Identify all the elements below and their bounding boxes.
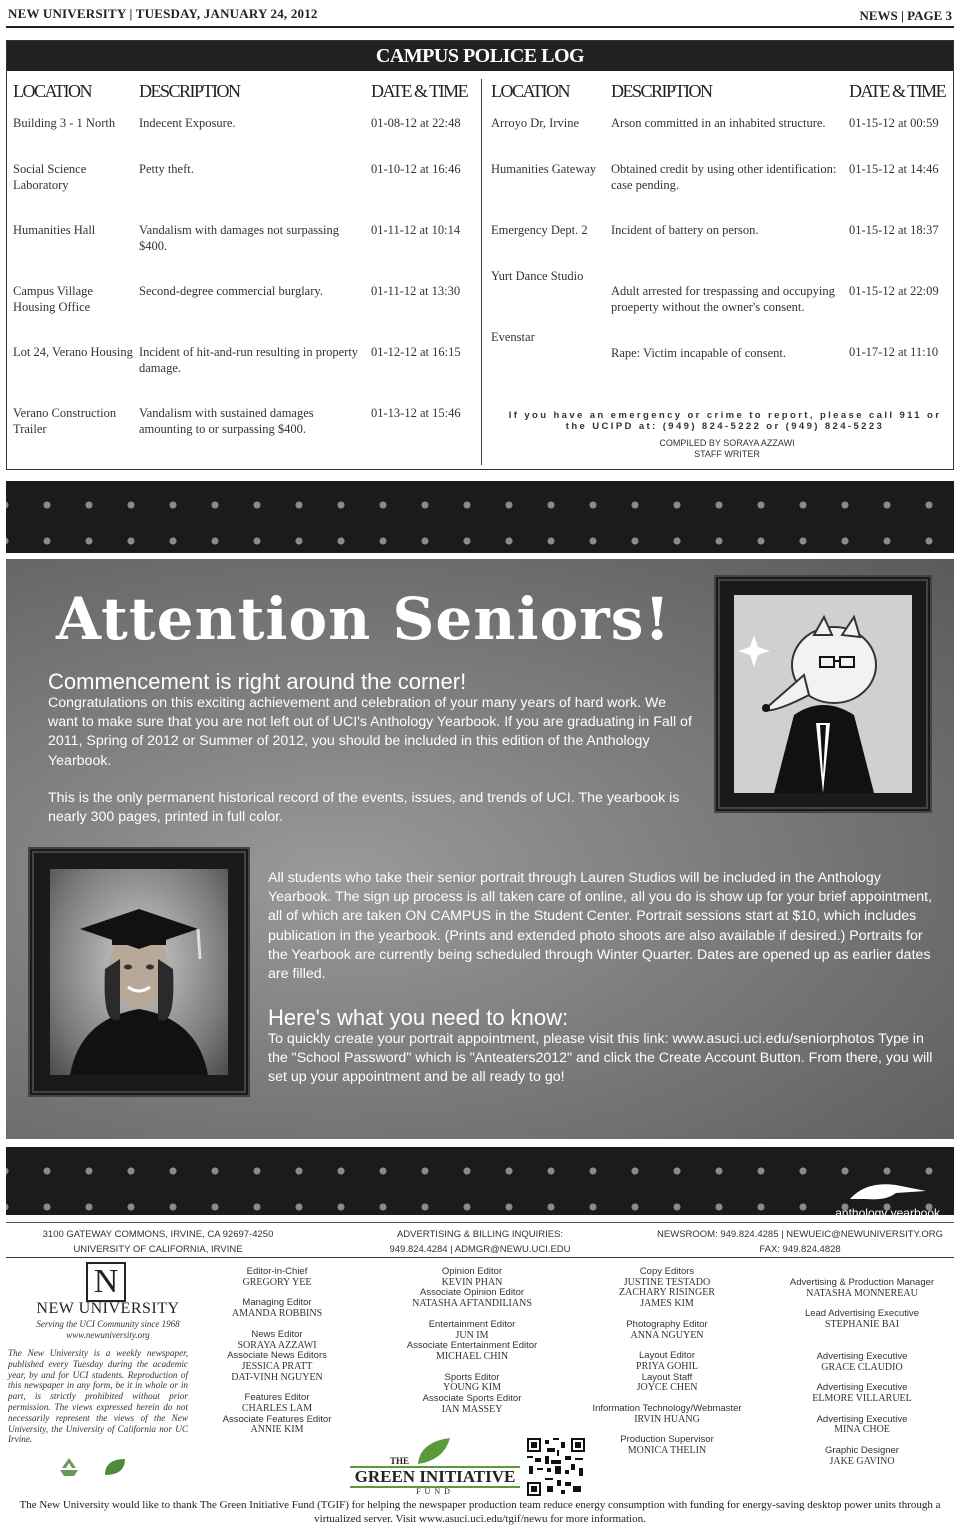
senior-yearbook-ad — [6, 559, 954, 1139]
address-block — [20, 1227, 296, 1257]
log-location: Humanities Hall — [13, 223, 96, 237]
log-location: Emergency Dept. 2 — [491, 223, 588, 237]
log-location: Evenstar — [491, 330, 535, 344]
staff-role: Advertising & Production Manager — [789, 1277, 935, 1288]
log-datetime: 01-15-12 at 14:46 — [849, 162, 939, 176]
log-description: Indecent Exposure. — [139, 116, 236, 130]
col-head-location-left: LOCATION — [13, 81, 91, 101]
staff-role: Layout Editor — [639, 1350, 695, 1362]
staff-name: PRIYA GOHIL — [636, 1360, 698, 1372]
address-line: 3100 GATEWAY COMMONS, IRVINE, CA 92697-4250 — [42, 1229, 274, 1240]
staff-name: DAT-VINH NGUYEN — [231, 1371, 323, 1383]
staff-role: Copy Editors — [639, 1266, 695, 1277]
advertising-contact-line: 949.824.4284 | ADMGR@NEWU.UCI.EDU — [389, 1244, 571, 1255]
website: www.newuniversity.org — [66, 1330, 150, 1340]
col-head-description-right: DESCRIPTION — [611, 81, 712, 101]
publication-notice: The New University is a weekly newspaper, published every Tuesday during the academic year, by and for UCI students. Reproduction of this newspaper in any form, be it in whole or in part, is strictly prohibited without prior permission. The views expressed herein do not necessarily represent the views of the New University, the University of California nor UC Irvine. — [8, 1348, 188, 1445]
ad-heading-need-to-know: Here's what you need to know: — [268, 1005, 569, 1030]
log-description: Vandalism with damages not surpassing $400. — [139, 223, 339, 253]
staff-name: STEPHANIE BAI — [824, 1319, 900, 1331]
log-description: Vandalism with sustained damages amounting to or surpassing $400. — [139, 406, 314, 436]
log-location: Social Science Laboratory — [13, 162, 87, 192]
decorative-dot-banner — [6, 481, 954, 553]
ad-paragraph: Congratulations on this exciting achievement and celebration of your many years of hard work. We want to make sure that you are not left out of UCI's Anthology Yearbook. If you are graduating in Fall of 2011, Spring of 2012 or Summer of 2012, you should be included in this edition of the Anthology Yearbook. — [48, 695, 692, 769]
log-description: Arson committed in an inhabited structure. — [611, 116, 826, 130]
byline-staff: STAFF WRITER — [694, 449, 760, 459]
staff-name: MONICA THELIN — [627, 1445, 707, 1457]
masthead-dateline: NEW UNIVERSITY | TUESDAY, JANUARY 24, 2012 — [8, 6, 318, 21]
log-description: Second-degree commercial burglary. — [139, 284, 323, 298]
tagline-text: Serving the UCI Community since 1968 — [36, 1319, 180, 1329]
staff-name: IRVIN HUANG — [634, 1413, 700, 1425]
log-datetime: 01-10-12 at 16:46 — [371, 162, 461, 176]
log-datetime: 01-11-12 at 10:14 — [371, 223, 461, 237]
green-the: THE — [390, 1456, 410, 1466]
col-head-location-right: LOCATION — [491, 81, 569, 101]
staff-name: ANNA NGUYEN — [630, 1329, 704, 1341]
log-description: Obtained credit by using other identification: case pending. — [611, 162, 837, 192]
staff-name: JUN IM — [455, 1329, 489, 1341]
newspaper-tagline — [8, 1319, 208, 1341]
log-datetime: 01-11-12 at 13:30 — [371, 284, 461, 298]
green-fund: FUND — [416, 1487, 454, 1496]
ad-heading-commencement: Commencement is right around the corner! — [48, 669, 467, 694]
staff-column-4 — [778, 1278, 946, 1467]
advertising-label: ADVERTISING & BILLING INQUIRIES: — [396, 1229, 564, 1240]
col-head-datetime-left: DATE & TIME — [371, 81, 468, 101]
log-description: Petty theft. — [139, 162, 194, 176]
tgif-thanks-note: The New University would like to thank The Green Initiative Fund (TGIF) for helping the newspaper production team reduce energy consumption with funding for energy-saving desktop power units through a virtualized server. Visit www.asuci.uci.edu/tgif/newu for more information. — [19, 1499, 941, 1525]
police-log — [6, 40, 954, 470]
staff-role: Features Editor — [244, 1392, 310, 1404]
staff-role: Managing Editor — [242, 1297, 312, 1309]
log-description: Rape: Victim incapable of consent. — [611, 346, 787, 360]
byline — [567, 438, 887, 460]
staff-name: GRACE CLAUDIO — [821, 1361, 903, 1373]
address-line: UNIVERSITY OF CALIFORNIA, IRVINE — [73, 1244, 243, 1255]
staff-name: NATASHA MONNEREAU — [806, 1287, 918, 1299]
staff-name: CHARLES LAM — [241, 1403, 313, 1415]
staff-role: Sports Editor — [444, 1371, 500, 1383]
staff-role: Editor-in-Chief — [246, 1266, 308, 1277]
log-description: Incident of hit-and-run resulting in property damage. — [139, 345, 359, 375]
police-log-title: CAMPUS POLICE LOG — [7, 41, 953, 71]
newspaper-name: NEW UNIVERSITY — [36, 1300, 180, 1317]
staff-name: ANNIE KIM — [250, 1424, 304, 1436]
log-datetime: 01-17-12 at 11:10 — [849, 345, 939, 359]
footer-top-rule — [6, 1222, 954, 1223]
ad-paragraph: This is the only permanent historical record of the events, issues, and trends of UCI. The yearbook is nearly 300 pages, printed in full color. — [48, 790, 680, 826]
staff-role: Opinion Editor — [441, 1266, 503, 1277]
newsroom-line: NEWSROOM: 949.824.4285 | NEWUEIC@NEWUNIVERSITY.ORG — [657, 1229, 943, 1240]
staff-role: Associate Entertainment Editor — [406, 1340, 538, 1352]
log-datetime: 01-08-12 at 22:48 — [371, 116, 461, 130]
log-datetime: 01-15-12 at 00:59 — [849, 116, 939, 130]
staff-role: Advertising Executive — [816, 1350, 908, 1362]
anteater-logo-icon — [846, 1177, 930, 1203]
recycle-icon — [56, 1456, 82, 1478]
header-rule — [6, 26, 954, 28]
staff-column-1 — [212, 1267, 342, 1436]
staff-role: Production Supervisor — [620, 1434, 714, 1446]
log-location: Lot 24, Verano Housing — [13, 345, 133, 359]
staff-role: Information Technology/Webmaster — [592, 1403, 742, 1415]
staff-name: AMANDA ROBBINS — [231, 1308, 323, 1320]
log-description: Adult arrested for trespassing and occupying proeperty without the owner's consent. — [611, 284, 835, 314]
advertising-contact — [340, 1227, 620, 1257]
graduate-portrait-frame — [28, 847, 250, 1097]
leaf-icon — [102, 1456, 128, 1478]
fax-line: FAX: 949.824.4828 — [759, 1244, 841, 1255]
staff-name: JOYCE CHEN — [636, 1382, 698, 1394]
staff-name: IAN MASSEY — [441, 1403, 503, 1415]
col-head-datetime-right: DATE & TIME — [849, 81, 946, 101]
new-university-logo: N — [86, 1262, 126, 1302]
green-initiative-fund-logo — [350, 1436, 520, 1494]
staff-name: JAMES KIM — [640, 1298, 694, 1310]
staff-column-2 — [396, 1267, 548, 1415]
log-location: Verano Construction Trailer — [13, 406, 117, 436]
decorative-dot-banner — [6, 1147, 954, 1220]
staff-name: MINA CHOE — [834, 1424, 890, 1436]
staff-name: KEVIN PHAN — [441, 1276, 503, 1288]
log-datetime: 01-15-12 at 18:37 — [849, 223, 939, 237]
log-location: Humanities Gateway — [491, 162, 597, 176]
staff-role: Advertising Executive — [816, 1413, 908, 1425]
ad-paragraph: All students who take their senior portrait through Lauren Studios will be included in the Anthology Yearbook. The sign up process is all taken care of online, all you do is show up for your brief appointment, all of which are taken ON CAMPUS in the Student Center. Portrait sessions start at $10, which includes publication in the yearbook. (Prints and extended photo shoots are also available if desired.) Portraits for the Yearbook are currently being scheduled through Winter Quarter. Dates are opened up as earlier dates are filled. — [268, 870, 933, 983]
graduate-photo — [50, 869, 228, 1075]
staff-name: ELMORE VILLARUEL — [812, 1392, 912, 1404]
staff-name: MICHAEL CHIN — [435, 1350, 509, 1362]
staff-name: GREGORY YEE — [242, 1276, 312, 1288]
log-description: Incident of battery on person. — [611, 223, 759, 237]
staff-role: Associate Features Editor — [222, 1413, 332, 1425]
staff-role: News Editor — [251, 1328, 303, 1340]
log-datetime: 01-15-12 at 22:09 — [849, 284, 939, 298]
staff-role: Layout Staff — [641, 1371, 693, 1383]
green-initiative-name: GREEN INITIATIVE — [350, 1466, 520, 1488]
staff-name: NATASHA AFTANDILIANS — [412, 1298, 532, 1310]
staff-column-3 — [584, 1267, 750, 1457]
log-column-divider — [481, 79, 482, 465]
anthology-yearbook-logo — [835, 1177, 940, 1220]
anthology-yearbook-label: anthology yearbook — [835, 1206, 940, 1220]
qr-code[interactable] — [527, 1438, 585, 1496]
anteater-illustration — [734, 595, 912, 793]
staff-role: Associate Opinion Editor — [419, 1287, 525, 1299]
log-location: Campus Village Housing Office — [13, 284, 93, 314]
log-location: Building 3 - 1 North — [13, 116, 116, 130]
staff-role: Advertising Executive — [816, 1382, 908, 1394]
col-head-description-left: DESCRIPTION — [139, 81, 240, 101]
log-datetime: 01-12-12 at 16:15 — [371, 345, 461, 359]
log-location: Yurt Dance Studio — [491, 269, 584, 283]
staff-name: SORAYA AZZAWI — [237, 1339, 317, 1351]
staff-name: JAKE GAVINO — [829, 1455, 895, 1467]
anteater-portrait-frame — [714, 575, 932, 813]
ad-paragraph: To quickly create your portrait appointment, please visit this link: www.asuci.uci.edu/seniorphotos Type in the "School Password" which is "Anteaters2012" and click the Create Account Button. From there, you will set up your appointment and be all ready to go! — [268, 1031, 933, 1086]
staff-name: ZACHARY RISINGER — [618, 1287, 716, 1299]
staff-role: Associate News Editors — [227, 1350, 327, 1362]
log-datetime: 01-13-12 at 15:46 — [371, 406, 461, 420]
emergency-notice: If you have an emergency or crime to report, please call 911 or the UCIPD at: (949) 824-5222 or (949) 824-5223 — [508, 410, 942, 432]
staff-role: Entertainment Editor — [428, 1318, 516, 1330]
ad-title: Attention Seniors! — [56, 585, 671, 653]
staff-name: JESSICA PRATT — [241, 1360, 313, 1372]
staff-role: Associate Sports Editor — [422, 1393, 522, 1405]
newsroom-contact — [650, 1227, 950, 1257]
log-location: Arroyo Dr, Irvine — [491, 116, 580, 130]
staff-name: YOUNG KIM — [442, 1382, 502, 1394]
address-rule — [6, 1257, 954, 1258]
byline-compiled: COMPILED BY SORAYA AZZAWI — [659, 438, 795, 448]
staff-role: Photography Editor — [626, 1318, 708, 1330]
staff-role: Graphic Designer — [825, 1445, 899, 1457]
leaf-logo-icon — [414, 1436, 454, 1466]
section-page-label: NEWS | PAGE 3 — [859, 8, 952, 23]
staff-role: Lead Advertising Executive — [804, 1308, 920, 1320]
staff-name: JUSTINE TESTADO — [623, 1276, 711, 1288]
